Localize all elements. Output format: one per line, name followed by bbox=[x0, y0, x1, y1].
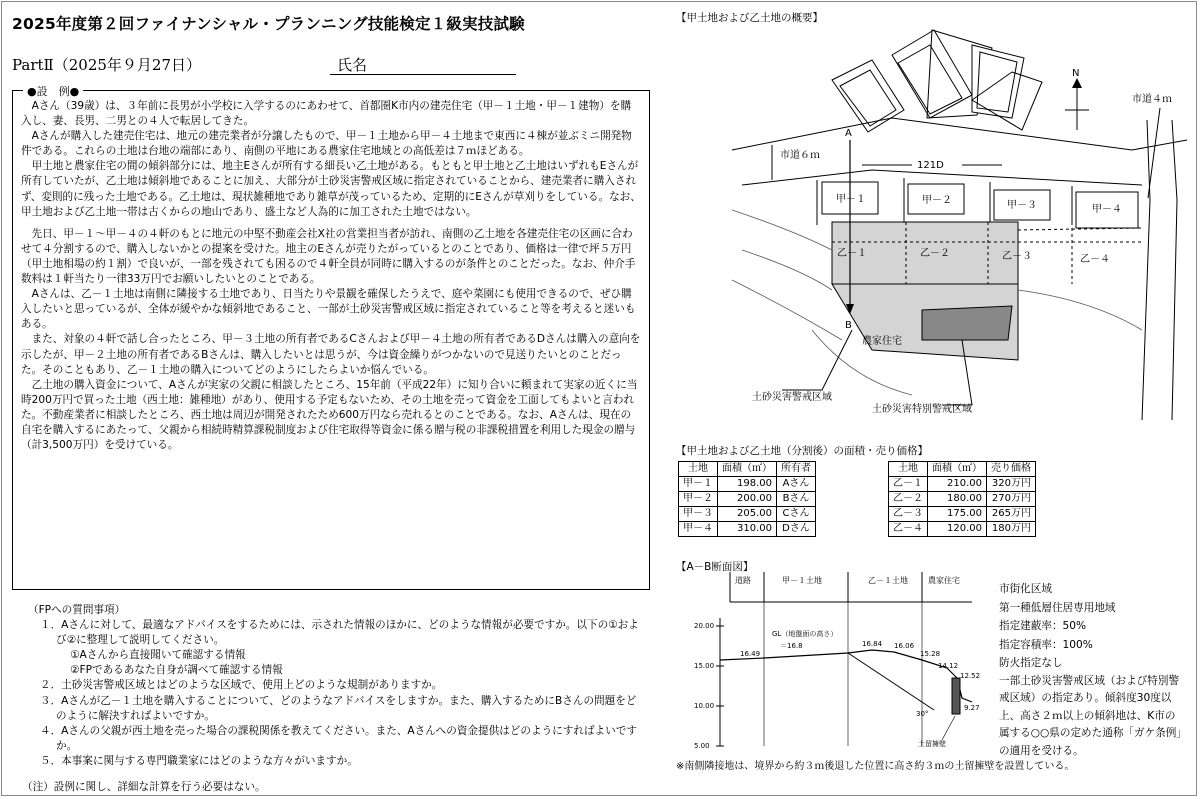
point-a: A bbox=[845, 128, 852, 139]
case-paragraph: Aさんが購入した建売住宅は、地元の建売業者が分譲したもので、甲－１土地から甲－４土地まで東西に４棟が並ぶミニ開発物件である。これらの土地は台地の端部にあり、南側の平地にある農家住宅地域との高低差は７ｍほどある。 bbox=[21, 130, 632, 158]
elevation-label: 15.28 bbox=[920, 650, 941, 658]
otsu-col-price: 売り価格 bbox=[987, 462, 1036, 477]
zoning-line: 一部土砂災害警戒区域（および特別警戒区域）の指定あり。傾斜度30度以上、高さ２ｍ以上の傾斜地は、K市の属する○○県の定めた通称「ガケ条例」の適用を受ける。 bbox=[999, 674, 1182, 757]
tick-label: 15.00 bbox=[694, 662, 715, 670]
part-date: PartⅡ（2025年９月27日） bbox=[12, 56, 202, 74]
table-row: 乙－４ 120.00 180万円 bbox=[889, 522, 1036, 537]
retaining-wall-label: 土留擁壁 bbox=[918, 740, 946, 748]
question-item: ２．土砂災害警戒区域とはどのような区域で、使用上どのような規制がありますか。 bbox=[40, 679, 443, 692]
exam-title: 2025年度第２回ファイナンシャル・プランニング技能検定１級実技試験 bbox=[12, 15, 525, 33]
bottom-note: ※南側隣接地は、境界から約３ｍ後退した位置に高さ約３ｍの土留擁壁を設置している。 bbox=[676, 761, 1075, 772]
retaining-wall bbox=[952, 678, 960, 714]
kou-lot-boxes bbox=[822, 182, 1138, 228]
frontage-label: 121D bbox=[917, 160, 944, 171]
question-item: ４．Aさんの父親が西土地を売った場合の課税関係を教えてください。また、Aさんへの資金提供はどのようにすればよいですか。 bbox=[40, 724, 637, 752]
gl-value: ＝16.8 bbox=[780, 642, 803, 650]
question-item: ５．本事案に関与する専門職業家にはどのような方々がいますか。 bbox=[40, 754, 358, 767]
lot-kou-4: 甲－４ bbox=[1092, 204, 1122, 215]
angle-label: 30° bbox=[916, 710, 929, 718]
table-row: 甲－４ 310.00 Dさん bbox=[679, 522, 816, 537]
farmhouse-label: 農家住宅 bbox=[862, 336, 902, 347]
zoning-line: 指定容積率：100% bbox=[999, 638, 1093, 651]
lot-otsu-3: 乙－３ bbox=[1002, 251, 1032, 262]
case-paragraph: また、対象の４軒で話し合ったところ、甲－３土地の所有者であるCさんおよび甲－４土地の所有者であるDさんは購入の意向を示したが、甲－２土地の所有者であるBさんは、購入したいとは思うが、今は資金繰りがつかないので見送りたいとのことだった。そのこともあり、乙－１土地の購入についてどのようにしたらよいか悩んでいる。 bbox=[21, 333, 641, 376]
table-row: 乙－２ 180.00 270万円 bbox=[889, 492, 1036, 507]
table-row: 甲－１ 198.00 Aさん bbox=[679, 477, 816, 492]
case-heading: ●設 例● bbox=[23, 83, 83, 99]
left-column bbox=[12, 12, 650, 793]
tick-label: 5.00 bbox=[694, 742, 710, 750]
north-label: N bbox=[1072, 68, 1080, 79]
lot-otsu-4: 乙－４ bbox=[1080, 254, 1110, 265]
case-paragraph: 甲土地と農家住宅の間の傾斜部分には、地主Eさんが所有する細長い乙土地がある。もともと甲土地と乙土地はいずれもEさんが所有していたが、乙土地は傾斜地であることに加え、大部分が土砂災害警戒区域に指定されていることから、建売業者に購入されず、変則的に残った土地である。乙土地は、現状雑種地であり雑草が茂っているため、定期的にEさんが草刈りをしている。なお、甲土地および乙土地一帯は古くからの地山であり、盛土など人為的に加工された土地ではない。 bbox=[21, 160, 641, 218]
case-text bbox=[21, 99, 641, 453]
gl-label: GL（地盤面の高さ） bbox=[772, 630, 838, 638]
col-otsu: 乙－１土地 bbox=[868, 576, 908, 585]
road-north-label: 市道６ｍ bbox=[780, 150, 820, 161]
zoning-line: 市街化区域 bbox=[999, 583, 1052, 595]
question-item: １．Aさんに対して、最適なアドバイスをするためには、示された情報のほかに、どのような情報が必要ですか。以下の①および②に整理して説明してください。 bbox=[40, 619, 639, 647]
tick-label: 20.00 bbox=[694, 622, 715, 630]
footnote: （注）設例に関し、詳細な計算を行う必要はない。 bbox=[22, 781, 266, 793]
elevation-label: 16.06 bbox=[894, 642, 915, 650]
zoning-line: 指定建蔽率：50% bbox=[999, 620, 1087, 632]
questions bbox=[22, 603, 642, 769]
lot-otsu-1: 乙－１ bbox=[837, 248, 867, 259]
col-kou: 甲－１土地 bbox=[782, 576, 822, 585]
case-box bbox=[12, 85, 650, 590]
lot-kou-3: 甲－３ bbox=[1007, 200, 1037, 211]
sub-question: ②FPであるあなた自身が調べて確認する情報 bbox=[70, 664, 283, 677]
name-line bbox=[330, 74, 516, 75]
table-row: 甲－３ 205.00 Cさん bbox=[679, 507, 816, 522]
site-map bbox=[672, 0, 1192, 430]
case-paragraph: Aさん（39歳）は、３年前に長男が小学校に入学するのにあわせて、首都圏K市内の建売住宅（甲－１土地・甲－１建物）を購入し、妻、長男、二男との４人で転居してきた。 bbox=[21, 100, 632, 128]
special-warning-zone bbox=[922, 306, 1012, 340]
kou-table bbox=[678, 461, 816, 537]
zone-warning-label: 土砂災害警戒区域 bbox=[752, 392, 832, 403]
name-label: 氏名 bbox=[337, 56, 368, 74]
kou-col-owner: 所有者 bbox=[777, 462, 816, 477]
lot-otsu-2: 乙－２ bbox=[920, 248, 950, 259]
otsu-col-area: 面積（㎡） bbox=[928, 462, 987, 477]
table-row: 甲－２ 200.00 Bさん bbox=[679, 492, 816, 507]
otsu-col-land: 土地 bbox=[889, 462, 928, 477]
elevation-label: 9.27 bbox=[964, 704, 980, 712]
col-road: 道路 bbox=[735, 576, 751, 585]
table-row: 乙－３ 175.00 265万円 bbox=[889, 507, 1036, 522]
section-title: 【A－B断面図】 bbox=[676, 561, 754, 573]
point-b: B bbox=[845, 320, 852, 331]
kou-col-land: 土地 bbox=[679, 462, 718, 477]
kou-col-area: 面積（㎡） bbox=[718, 462, 777, 477]
elevation-label: 16.84 bbox=[862, 640, 883, 648]
cross-section bbox=[672, 570, 992, 750]
road-east-label: 市道４ｍ bbox=[1132, 94, 1172, 105]
elevation-label: 14.12 bbox=[938, 662, 959, 670]
elevation-label: 12.52 bbox=[960, 672, 981, 680]
right-column bbox=[672, 0, 1192, 799]
map-title: 【甲土地および乙土地の概要】 bbox=[676, 12, 823, 24]
tick-label: 10.00 bbox=[694, 702, 715, 710]
zoning-line: 第一種低層住居専用地域 bbox=[999, 601, 1116, 614]
lot-kou-2: 甲－２ bbox=[922, 195, 952, 206]
lot-kou-1: 甲－１ bbox=[836, 194, 866, 205]
area-table-title: 【甲土地および乙土地（分割後）の面積・売り価格】 bbox=[676, 445, 928, 457]
case-paragraph: 先日、甲－１～甲－４の４軒のもとに地元の中堅不動産会社X社の営業担当者が訪れ、南側の乙土地を各建売住宅の区画に合わせて４分割するので、購入しないかとの提案を受けた。地主のEさんが売りたがっているとのことであり、価格は一律で坪５万円（甲土地相場の約１割）で良いが、一部を残されても困るので４軒全員が同時に購入するのが条件とのことだった。なお、仲介手数料は１軒当たり一律33万円でお願いしたいとのことである。 bbox=[21, 227, 636, 286]
case-paragraph: Aさんは、乙－１土地は南側に隣接する土地であり、日当たりや景観を確保したうえで、庭や菜園にも使用できるので、ぜひ購入したいと思っているが、全体が緩やかな傾斜地であること、一部が土砂災害警戒区域に指定されていること等を考えると迷いもある。 bbox=[21, 288, 636, 331]
north-buildings bbox=[832, 30, 1024, 132]
questions-heading: （FPへの質問事項） bbox=[28, 604, 126, 616]
table-row: 乙－１ 210.00 320万円 bbox=[889, 477, 1036, 492]
zone-special-label: 土砂災害特別警戒区域 bbox=[872, 404, 972, 415]
zoning-info bbox=[999, 580, 1185, 760]
col-farm: 農家住宅 bbox=[928, 576, 960, 585]
elevation-label: 16.49 bbox=[740, 650, 761, 658]
question-item: ３．Aさんが乙－１土地を購入することについて、どのようなアドバイスをしますか。また、購入するためにBさんの問題をどのように解決すればよいですか。 bbox=[40, 694, 637, 722]
otsu-table bbox=[888, 461, 1036, 537]
sub-question: ①Aさんから直接聞いて確認する情報 bbox=[70, 649, 246, 662]
case-paragraph: 乙土地の購入資金について、Aさんが実家の父親に相談したところ、15年前（平成22年）に知り合いに頼まれて実家の近くに当時200万円で買った土地（西土地：雑種地）があり、使用する予定もないため、その土地を売って資金を工面してもよいと言われた。不動産業者に相談したところ、西土地は周辺が開発されたため600万円なら売れるとのことである。なお、Aさんは、現在の自宅を購入するにあたって、父親から相続時精算課税制度および住宅取得等資金に係る贈与税の非課税措置を利用した現金の贈与（計3,500万円）を受けている。 bbox=[21, 378, 638, 452]
zoning-line: 防火指定なし bbox=[999, 657, 1063, 669]
